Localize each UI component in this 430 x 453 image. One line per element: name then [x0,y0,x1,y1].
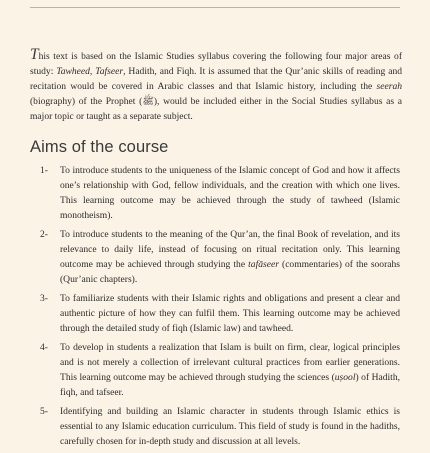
section-heading: Aims of the course [30,138,169,156]
aim-item [40,404,400,449]
aim-text: Identifying and building an Islamic character in students through Islamic ethics is essential to any Islamic education curriculum. This field of study is found in the hadiths, carefully chosen for in-depth study and discussion at all levels. [60,406,400,447]
aim-item [40,291,400,336]
aim-item [40,227,400,287]
aim-text [60,227,400,287]
aim-number: 3- [40,293,48,304]
intro-text-a: his text is based on the Islamic Studies syllabus covering the following four major areas of study: [30,51,402,77]
intro-text-b: , Hadith, and Fiqh. It is assumed that the Qur’anic skills of reading and recitation would be covered in Arabic classes and that Islamic history, including the [30,66,403,92]
aim-item [40,340,400,400]
intro-term-tawheed: Tawheed, Tafseer [56,66,124,77]
aim-text-b: ) of Hadith, fiqh, and tafseer. [60,372,400,398]
intro-text-c: (biography) of the Prophet (ﷺ), would be included either in the Social Studies syllabus as a major topic or taught as a separate subject. [30,96,403,122]
aim-item [40,163,400,223]
aim-text-a: To develop in students a realization that Islam is built on firm, clear, logical principles and is not merely a collection of irrelevant cultural practices from earlier generations. This learning outcome may be achieved through studying the sciences ( [60,342,400,383]
aim-text-b: (commentaries) of the soorahs (Qur’anic chapters). [60,259,400,285]
drop-cap: T [30,46,39,63]
aim-number: 4- [40,342,48,353]
aims-list [40,163,400,453]
aim-term: uṣool [334,372,356,383]
aim-number: 5- [40,406,48,417]
aim-text: To introduce students to the uniqueness of the Islamic concept of God and how it affects one’s relationship with God, fellow individuals, and the creation with which one lives. This learning outcome may be achieved through the study of tawheed (Islamic monotheism). [60,165,400,221]
aim-number: 2- [40,229,48,240]
aim-text [60,340,400,400]
intro-paragraph [30,46,403,124]
intro-term-seerah: seerah [376,81,402,92]
aim-number: 1- [40,165,48,176]
aim-term: tafāseer [248,259,279,270]
aim-text-a: To introduce students to the meaning of the Qur’an, the final Book of revelation, and its relevance to daily life, instead of focusing on ritual recitation only. This learning outcome may be achieved through studying the [60,229,400,270]
header-rule [30,7,400,8]
aim-text: To familiarize students with their Islamic rights and obligations and present a clear and authentic picture of how they can fulfil them. This learning outcome may be achieved through the detailed study of fiqh (Islamic law) and tawheed. [60,293,400,334]
